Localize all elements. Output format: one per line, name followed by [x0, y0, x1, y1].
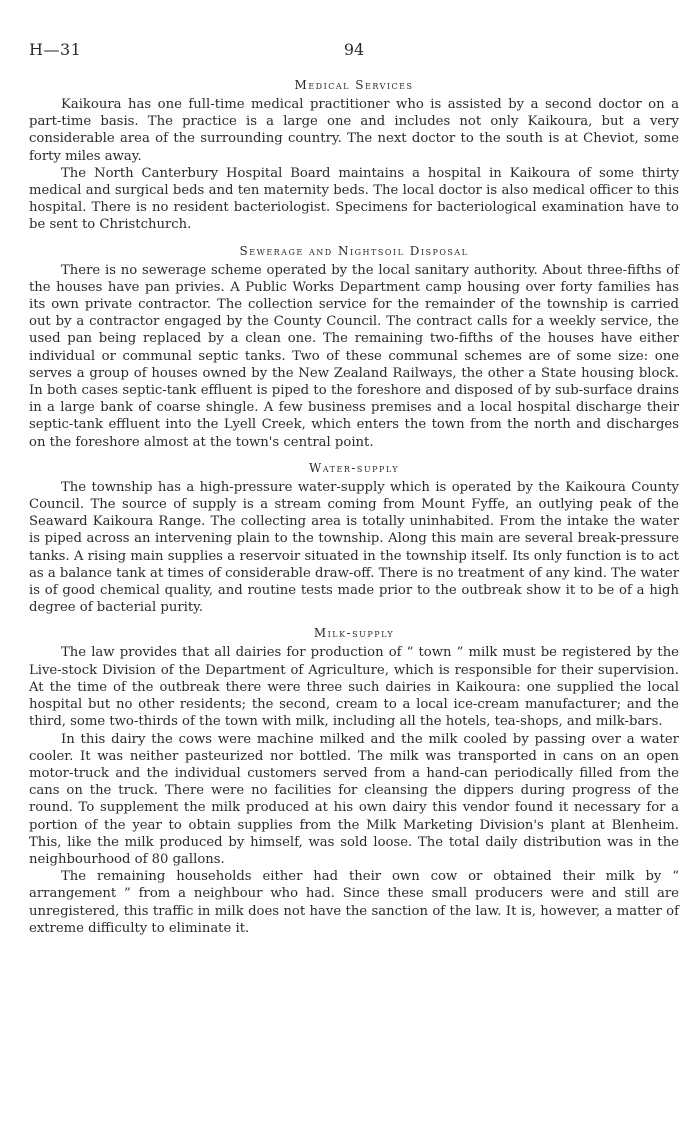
- section-heading: Water-supply: [309, 460, 399, 475]
- section-heading: Sewerage and Nightsoil Disposal: [239, 243, 469, 258]
- section-water-supply: [29, 461, 679, 617]
- paragraph: The law provides that all dairies for production of “ town ” milk must be registered by the Live-stock Division of the Department of Agriculture, which is responsible for their supervision. At the time of the outbreak there were three such dairies in Kaikoura: one supplied the local hospital but no other residents; the second, cream to a local ice-cream manufacturer; and the third, some two-thirds of the town with milk, including all the hotels, tea-shops, and milk-bars.: [29, 645, 679, 730]
- section-milk-supply: [29, 626, 679, 936]
- page-header: [29, 40, 679, 70]
- section-heading: Milk-supply: [313, 626, 395, 641]
- page-number: 94: [343, 40, 365, 59]
- section-heading: Medical Services: [294, 78, 414, 92]
- paragraph: The remaining households either had their own cow or obtained their milk by “ arrangement ” from a neighbour who had. Since these small producers were and still are unregistered, this traffic in milk does not have the sanction of the law. It is, however, a matter of extreme difficulty to eliminate it.: [29, 869, 679, 936]
- paragraph: There is no sewerage scheme operated by the local sanitary authority. About three-fifths of the houses have pan privies. A Public Works Department camp housing over forty families has its own private contractor. The collection service for the remainder of the township is carried out by a contractor engaged by the County Council. The contract calls for a weekly service, the used pan being replaced by a clean one. The remaining two-fifths of the houses have either individual or communal septic tanks. Two of these communal schemes are of some size: one serves a group of houses owned by the New Zealand Railways, the other a State housing block. In both cases septic-tank effluent is piped to the foreshore and disposed of by sub-surface drains in a large bank of coarse shingle. A few business premises and a local hospital discharge their septic-tank effluent into the Lyell Creek, which enters the town from the north and discharges on the foreshore almost at the town's central point.: [29, 262, 679, 450]
- paragraph: Kaikoura has one full-time medical practitioner who is assisted by a second doctor on a part-time basis. The practice is a large one and includes not only Kaikoura, but a very considerable area of the surrounding country. The next doctor to the south is at Cheviot, some forty miles away.: [29, 97, 679, 164]
- paragraph: In this dairy the cows were machine milked and the milk cooled by passing over a water cooler. It was neither pasteurized nor bottled. The milk was transported in cans on an open motor-truck and the individual customers served from a hand-can periodically filled from the cans on the truck. There were no facilities for cleansing the dippers during progress of the round. To supplement the milk produced at his own dairy this vendor found it necessary for a portion of the year to obtain supplies from the Milk Marketing Division's plant at Blenheim. This, like the milk produced by himself, was sold loose. The total daily distribution was in the neighbourhood of 80 gallons.: [29, 731, 679, 867]
- paragraph: The township has a high-pressure water-supply which is operated by the Kaikoura County Council. The source of supply is a stream coming from Mount Fyffe, an outlying peak of the Seaward Kaikoura Range. The collecting area is totally uninhabited. From the intake the water is piped across an intervening plain to the township. Along this main are several break-pressure tanks. A rising main supplies a reservoir situated in the township itself. Its only function is to act as a balance tank at times of considerable draw-off. There is no treatment of any kind. The water is of good chemical quality, and routine tests made prior to the outbreak show it to be of a high degree of bacterial purity.: [29, 479, 680, 616]
- section-medical-services: [29, 78, 679, 234]
- document-page: [29, 40, 679, 937]
- paragraph: The North Canterbury Hospital Board maintains a hospital in Kaikoura of some thirty medical and surgical beds and ten maternity beds. The local doctor is also medical officer to this hospital. There is no resident bacteriologist. Specimens for bacteriological examination have to be sent to Christchurch.: [29, 165, 679, 233]
- report-code: H—31: [29, 40, 82, 59]
- section-sewerage-nightsoil: [29, 244, 679, 451]
